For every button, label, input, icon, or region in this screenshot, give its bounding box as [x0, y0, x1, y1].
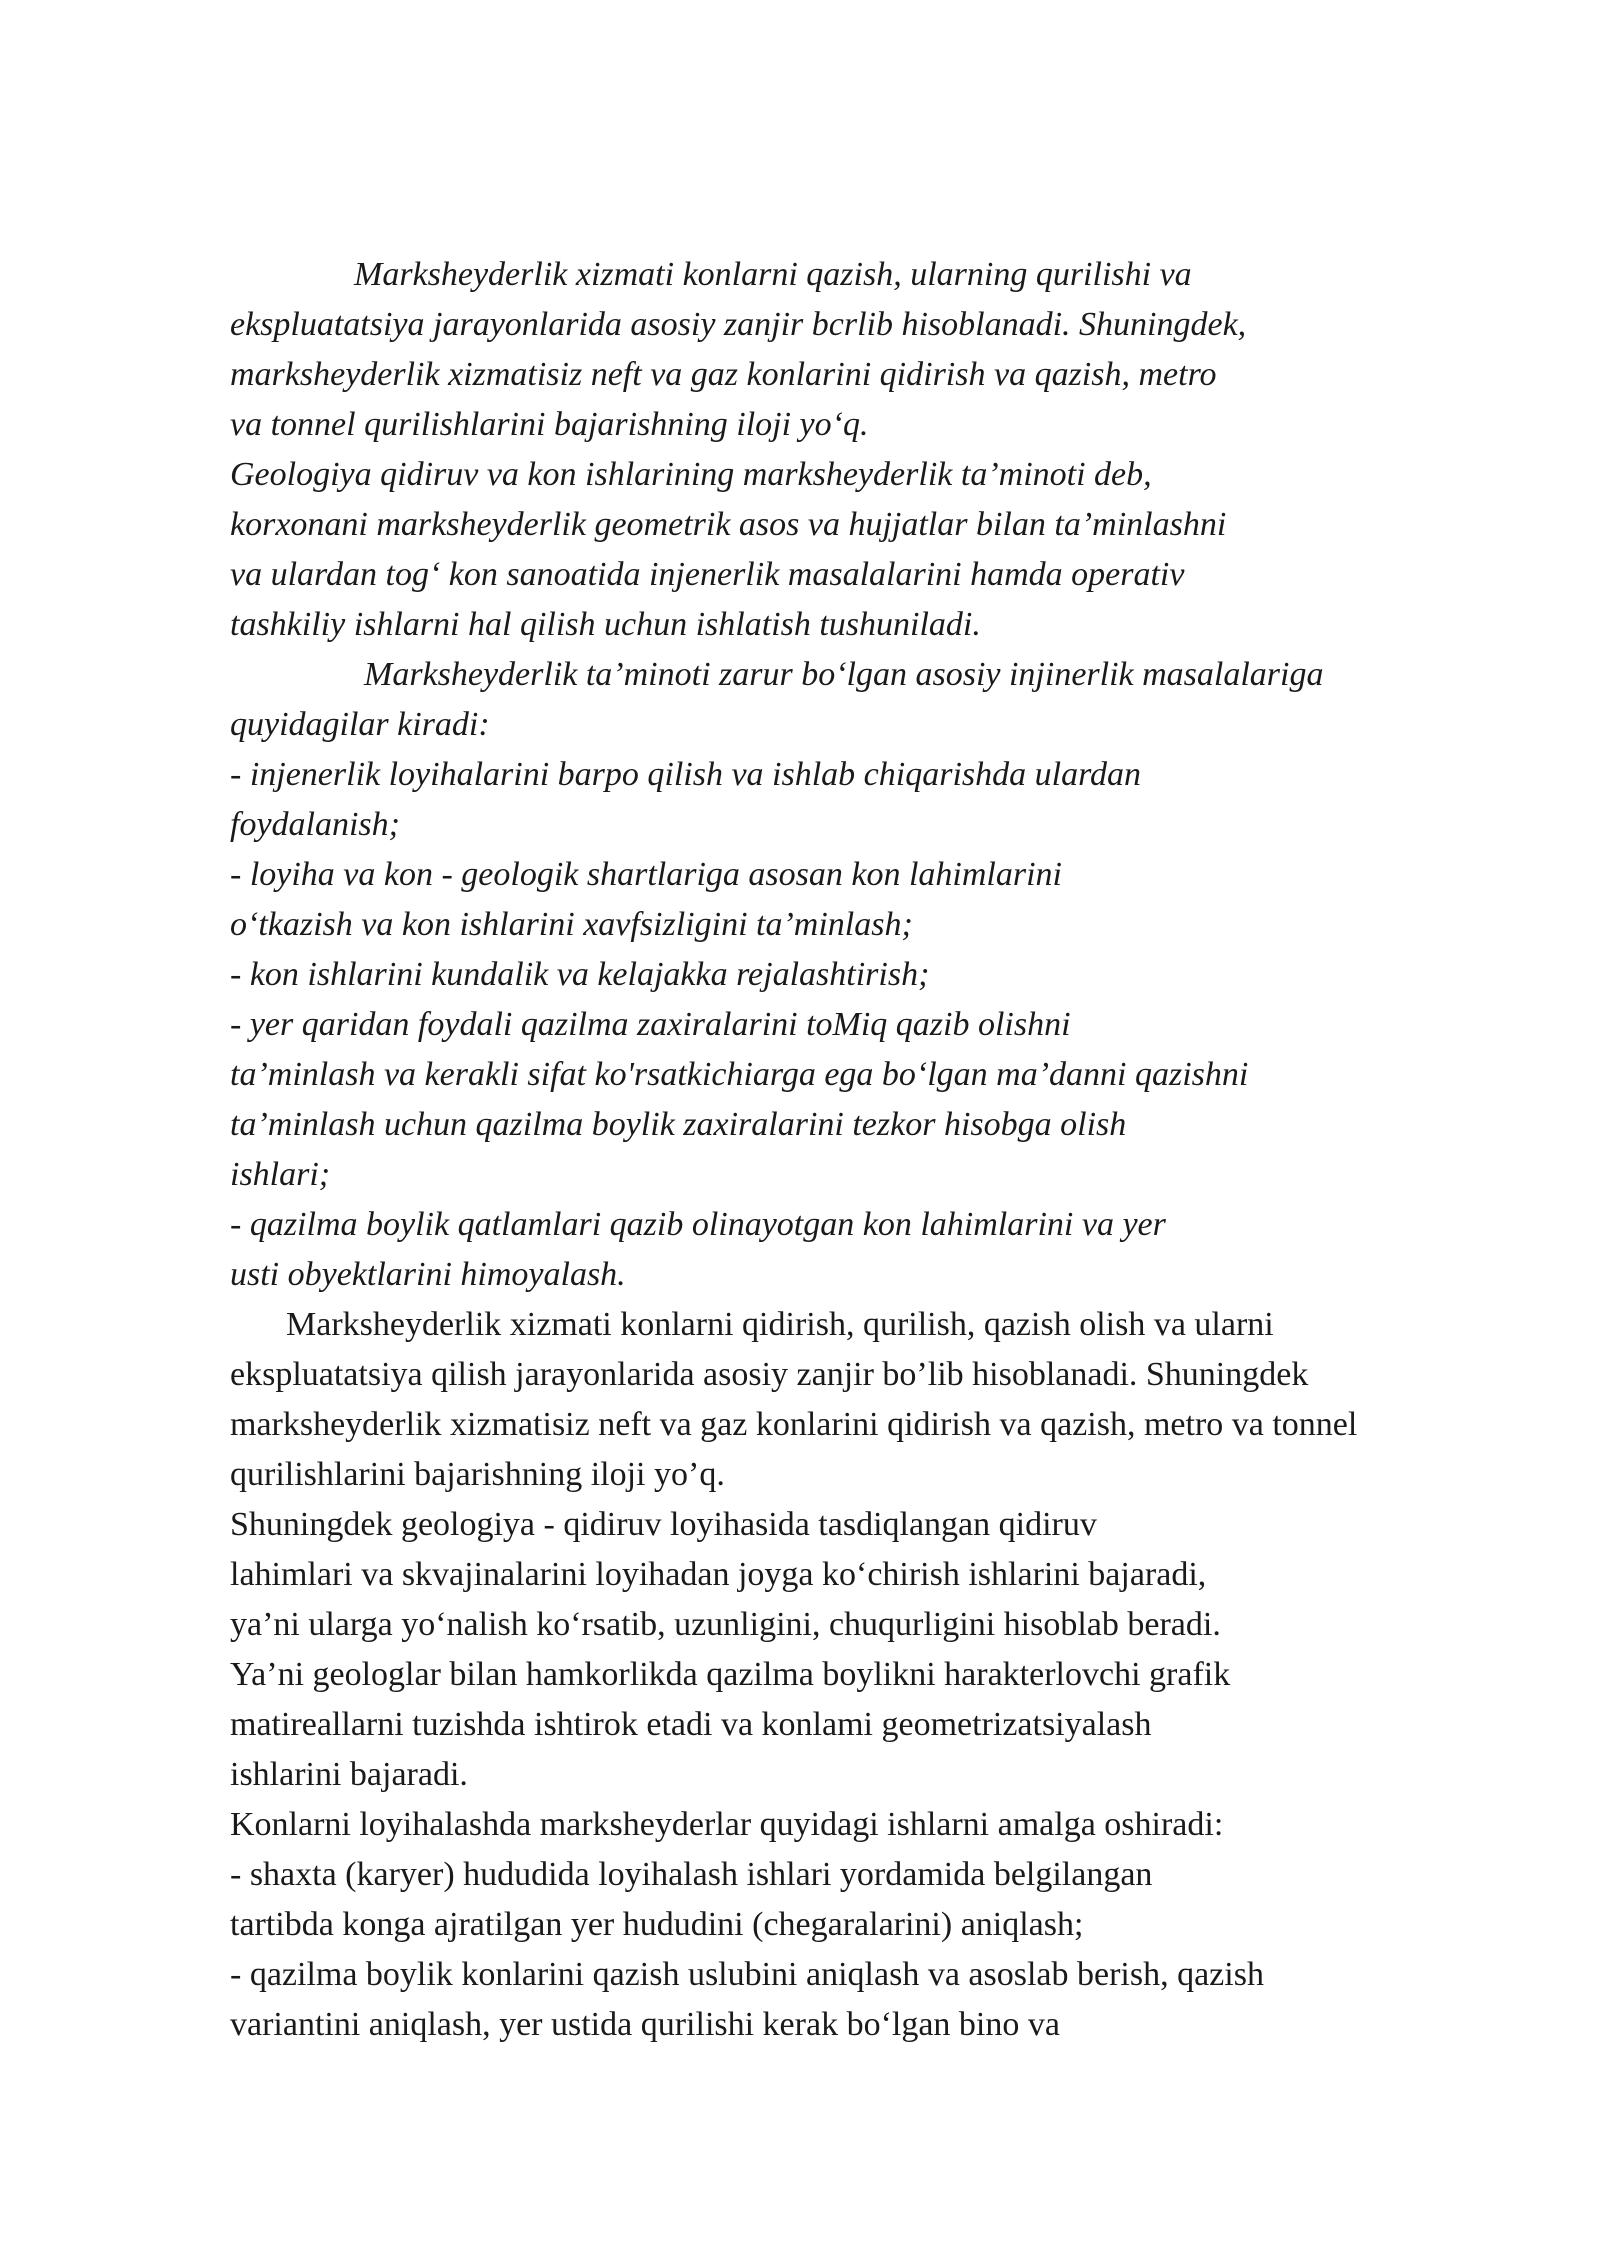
text-line: va ulardan tog‘ kon sanoatida injenerlik masalalarini hamda operativ: [230, 556, 1185, 593]
list-item: - yer qaridan foydali qazilma zaxiralarini toMiq qazib olishni: [230, 1006, 1071, 1043]
text-line: quyidagilar kiradi:: [230, 706, 490, 743]
text-line: Marksheyderlik ta’minoti zarur bo‘lgan asosiy injinerlik masalalariga: [364, 656, 1324, 693]
text-line: qurilishlarini bajarishning iloji yo’q.: [230, 1456, 725, 1493]
list-item: - qazilma boylik qatlamlari qazib olinayotgan kon lahimlarini va yer: [230, 1206, 1166, 1243]
text-line: marksheyderlik xizmatisiz neft va gaz konlarini qidirish va qazish, metro va tonnel: [230, 1406, 1358, 1443]
text-line: ta’minlash va kerakli sifat ko'rsatkichiarga ega bo‘lgan ma’danni qazishni: [230, 1056, 1249, 1093]
text-line: usti obyektlarini himoyalash.: [230, 1256, 626, 1293]
text-line: ekspluatatsiya qilish jarayonlarida asosiy zanjir bo’lib hisoblanadi. Shuningdek: [230, 1356, 1309, 1393]
text-line: Geologiya qidiruv va kon ishlarining marksheyderlik ta’minoti deb,: [230, 456, 1152, 493]
text-line: tartibda konga ajratilgan yer hududini (chegaralarini) aniqlash;: [230, 1906, 1084, 1943]
list-item: - injenerlik loyihalarini barpo qilish va ishlab chiqarishda ulardan: [230, 756, 1142, 793]
text-line: tashkiliy ishlarni hal qilish uchun ishlatish tushuniladi.: [230, 606, 981, 643]
text-line: Marksheyderlik xizmati konlarni qidirish, qurilish, qazish olish va ularni: [286, 1306, 1274, 1343]
text-line: Ya’ni geologlar bilan hamkorlikda qazilma boylikni harakterlovchi grafik: [230, 1656, 1231, 1693]
text-line: ishlari;: [230, 1156, 331, 1193]
text-line: o‘tkazish va kon ishlarini xavfsizligini ta’minlash;: [230, 906, 913, 943]
list-item: - kon ishlarini kundalik va kelajakka rejalashtirish;: [230, 956, 930, 993]
list-item: - shaxta (karyer) hududida loyihalash ishlari yordamida belgilangan: [230, 1856, 1153, 1893]
regular-paragraph-block: [230, 1300, 1530, 2050]
text-line: Konlarni loyihalashda marksheyderlar quyidagi ishlarni amalga oshiradi:: [230, 1806, 1224, 1843]
text-line: foydalanish;: [230, 806, 400, 843]
text-line: ya’ni ularga yo‘nalish ko‘rsatib, uzunligini, chuqurligini hisoblab beradi.: [230, 1606, 1221, 1643]
text-line: ekspluatatsiya jarayonlarida asosiy zanjir bcrlib hisoblanadi. Shuningdek,: [230, 306, 1247, 343]
list-item: - qazilma boylik konlarini qazish uslubini aniqlash va asoslab berish, qazish: [230, 1956, 1264, 1993]
text-line: va tonnel qurilishlarini bajarishning iloji yo‘q.: [230, 406, 869, 443]
text-line: korxonani marksheyderlik geometrik asos va hujjatlar bilan ta’minlashni: [230, 506, 1227, 543]
text-line: lahimlari va skvajinalarini loyihadan joyga ko‘chirish ishlarini bajaradi,: [230, 1556, 1207, 1593]
italic-paragraph-block: [230, 250, 1530, 1300]
text-line: matireallarni tuzishda ishtirok etadi va konlami geometrizatsiyalash: [230, 1706, 1152, 1743]
text-line: variantini aniqlash, yer ustida qurilishi kerak bo‘lgan bino va: [230, 2006, 1060, 2043]
text-line: ishlarini bajaradi.: [230, 1756, 468, 1793]
text-line: marksheyderlik xizmatisiz neft va gaz konlarini qidirish va qazish, metro: [230, 356, 1217, 393]
list-item: - loyiha va kon - geologik shartlariga asosan kon lahimlarini: [230, 856, 1062, 893]
text-line: Marksheyderlik xizmati konlarni qazish, ularning qurilishi va: [354, 256, 1192, 293]
text-line: ta’minlash uchun qazilma boylik zaxiralarini tezkor hisobga olish: [230, 1106, 1127, 1143]
text-line: Shuningdek geologiya - qidiruv loyihasida tasdiqlangan qidiruv: [230, 1506, 1097, 1543]
